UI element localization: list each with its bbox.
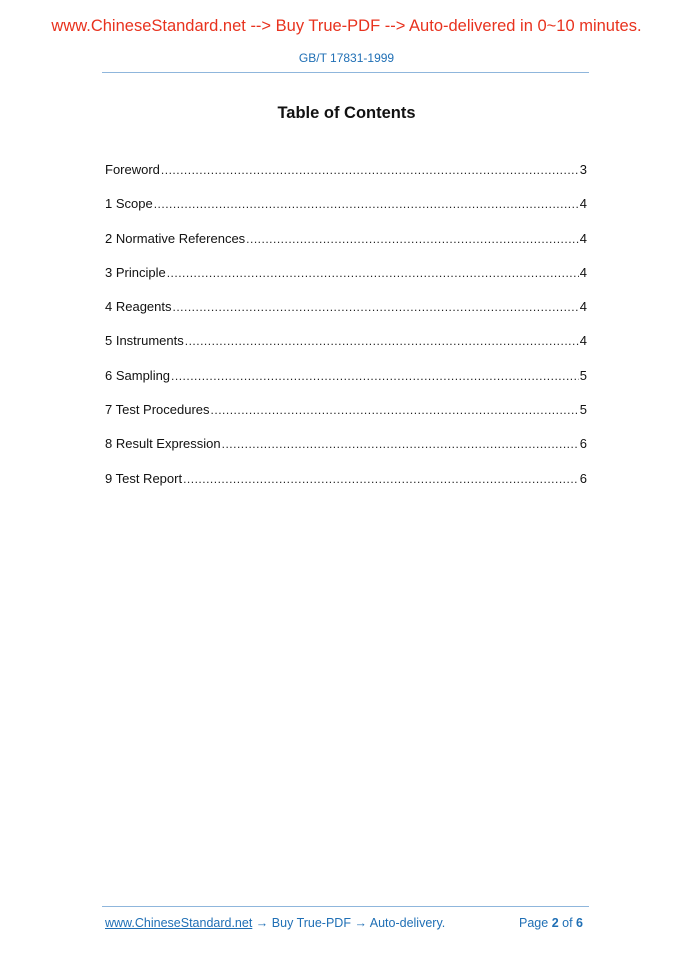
toc-entry-page: 3 (579, 162, 587, 177)
toc-entry-page: 4 (579, 230, 587, 246)
toc-entry-label: 9 Test Report (105, 470, 183, 486)
footer-delivery-text: Auto-delivery. (369, 916, 446, 930)
toc-entry-instruments[interactable] (105, 333, 587, 367)
toc-dot-leader (173, 300, 579, 314)
toc-entry-page: 5 (579, 367, 587, 383)
banner-text[interactable]: www.ChineseStandard.net --> Buy True-PDF --> Auto-delivered in 0~10 minutes. (51, 17, 642, 35)
arrow-right-icon: → (354, 916, 367, 930)
toc-entry-normative-references[interactable] (105, 231, 587, 265)
toc-entry-page: 4 (579, 299, 587, 315)
toc-entry-page: 4 (579, 196, 587, 212)
toc-entry-label: Foreword (105, 162, 160, 177)
footer-buy-text: Buy True-PDF (271, 916, 351, 930)
toc-dot-leader (211, 403, 579, 417)
toc-entry-page: 6 (579, 470, 587, 486)
toc-entry-reagents[interactable] (105, 299, 587, 333)
page-total: 6 (576, 916, 583, 930)
standard-code: GB/T 17831-1999 (298, 51, 395, 65)
toc-entry-sampling[interactable] (105, 368, 587, 402)
toc-dot-leader (246, 232, 579, 246)
toc-entry-label: 5 Instruments (105, 333, 184, 349)
header-divider (102, 72, 589, 73)
toc-entry-label: 1 Scope (105, 196, 153, 212)
toc-entry-foreword[interactable] (105, 162, 587, 196)
toc-entry-page: 6 (579, 436, 587, 452)
toc-entry-result-expression[interactable] (105, 436, 587, 470)
toc-entry-scope[interactable] (105, 196, 587, 230)
toc-dot-leader (154, 197, 579, 211)
toc-entry-principle[interactable] (105, 265, 587, 299)
toc-dot-leader (167, 266, 579, 280)
toc-entry-label: 4 Reagents (105, 299, 172, 315)
page-word: Page (519, 916, 549, 930)
toc-dot-leader (171, 369, 579, 383)
toc-entry-label: 2 Normative References (105, 230, 246, 246)
table-of-contents (105, 162, 587, 505)
toc-entry-page: 4 (579, 264, 587, 280)
toc-entry-test-procedures[interactable] (105, 402, 587, 436)
of-word: of (562, 916, 573, 930)
page-current: 2 (551, 916, 559, 930)
toc-dot-leader (161, 163, 579, 177)
toc-entry-label: 8 Result Expression (105, 436, 221, 452)
arrow-right-icon: → (255, 916, 269, 930)
toc-entry-label: 7 Test Procedures (105, 402, 210, 418)
footer-site-link[interactable]: www.ChineseStandard.net (105, 916, 253, 930)
toc-dot-leader (183, 472, 579, 486)
page-number (519, 916, 583, 930)
toc-dot-leader (222, 437, 579, 451)
toc-dot-leader (185, 334, 579, 348)
toc-title: Table of Contents (277, 104, 416, 122)
toc-entry-test-report[interactable] (105, 471, 587, 505)
toc-entry-page: 5 (579, 402, 587, 418)
footer-divider (102, 906, 589, 907)
footer-promo (105, 916, 445, 930)
toc-entry-label: 6 Sampling (105, 367, 171, 383)
toc-entry-label: 3 Principle (105, 264, 166, 280)
toc-entry-page: 4 (579, 333, 587, 349)
